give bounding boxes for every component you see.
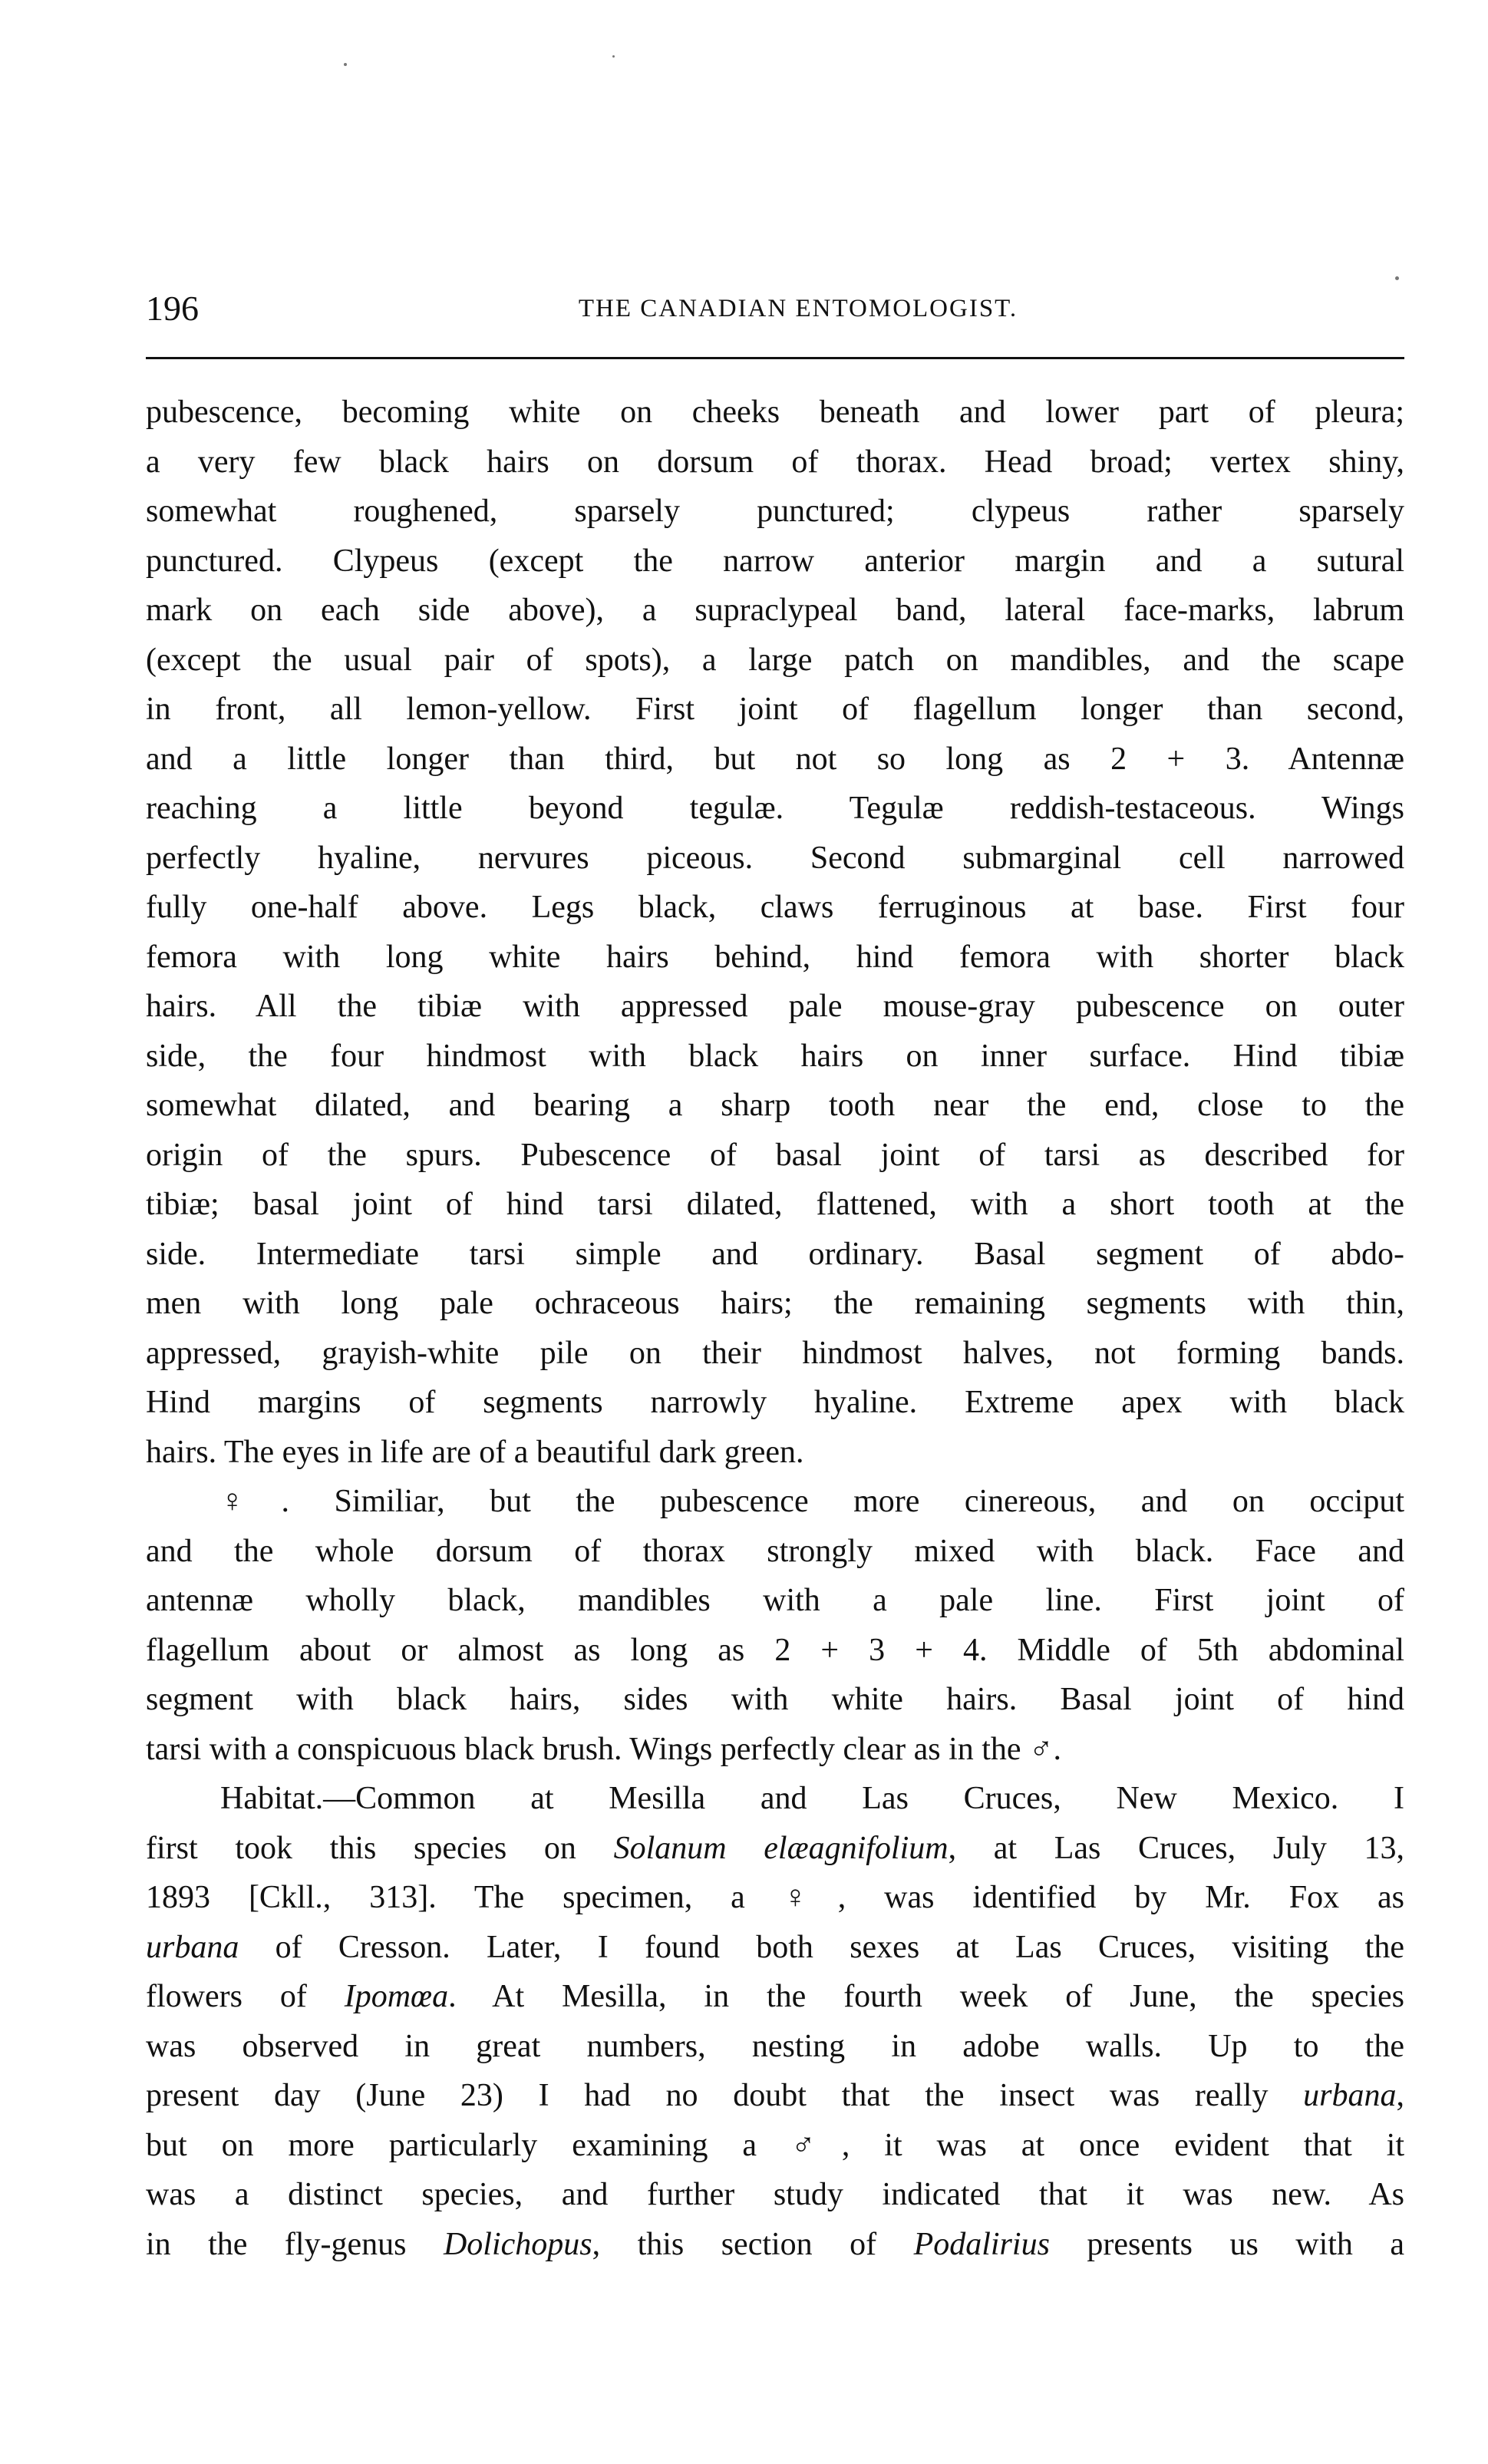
text-line: flagellum about or almost as long as 2 + 3 + 4. Middle of 5th abdominal: [146, 1632, 1404, 1668]
text-line: hairs. The eyes in life are of a beautiful dark green.: [146, 1434, 804, 1470]
text-line: antennæ wholly black, mandibles with a pale line. First joint of: [146, 1583, 1404, 1618]
text-line: reaching a little beyond tegulæ. Tegulæ reddish-testaceous. Wings: [146, 791, 1404, 826]
paragraph-male-description: [146, 388, 1404, 1477]
header-rule: [146, 357, 1404, 359]
text-line: [146, 1824, 1404, 1874]
text-line: femora with long white hairs behind, hind femora with shorter black: [146, 939, 1404, 975]
text-line: was a distinct species, and further study indicated that it was new. As: [146, 2177, 1404, 2212]
scan-speck: [1395, 276, 1399, 280]
text-line: appressed, grayish-white pile on their hindmost halves, not forming bands.: [146, 1335, 1404, 1371]
text-run: . At Mesilla, in the fourth week of June, the species: [448, 1979, 1404, 2014]
text-line: ♀. Similiar, but the pubescence more cinereous, and on occiput: [220, 1484, 1404, 1519]
text-line: and a little longer than third, but not so long as 2 + 3. Antennæ: [146, 741, 1404, 777]
text-line: was observed in great numbers, nesting in adobe walls. Up to the: [146, 2028, 1404, 2064]
taxon-name: Dolichopus: [443, 2226, 592, 2262]
text-line: mark on each side above), a supraclypeal band, lateral face-marks, labrum: [146, 593, 1404, 628]
text-line: but on more particularly examining a ♂, it was at once evident that it: [146, 2127, 1404, 2163]
text-line: a very few black hairs on dorsum of thorax. Head broad; vertex shiny,: [146, 444, 1404, 480]
text-line: [146, 2071, 1404, 2121]
paragraph-habitat: [146, 1774, 1404, 2269]
scan-speck: [612, 55, 615, 58]
text-line: tibiæ; basal joint of hind tarsi dilated, flattened, with a short tooth at the: [146, 1187, 1404, 1222]
taxon-name: Solanum elæagnifolium: [613, 1830, 949, 1866]
text-line: hairs. All the tibiæ with appressed pale mouse-gray pubescence on outer: [146, 989, 1404, 1024]
text-run: in the fly-genus: [146, 2226, 444, 2262]
text-line: somewhat dilated, and bearing a sharp tooth near the end, close to the: [146, 1088, 1404, 1123]
taxon-name: urbana: [146, 1929, 239, 1965]
text-line: origin of the spurs. Pubescence of basal joint of tarsi as described for: [146, 1137, 1404, 1173]
text-line: tarsi with a conspicuous black brush. Wings perfectly clear as in the ♂.: [146, 1731, 1062, 1767]
running-head: THE CANADIAN ENTOMOLOGIST.: [578, 295, 1018, 322]
text-run: presents us with a: [1049, 2226, 1405, 2262]
page-number: 196: [146, 289, 199, 328]
text-run: first took this species on: [146, 1830, 614, 1866]
text-run: , at Las Cruces, July 13,: [948, 1830, 1404, 1866]
text-line: Hind margins of segments narrowly hyaline. Extreme apex with black: [146, 1385, 1404, 1420]
text-line: [146, 1923, 1404, 1973]
taxon-name: urbana: [1303, 2078, 1397, 2113]
page-header: [146, 286, 1404, 332]
taxon-name: Podalirius: [913, 2226, 1050, 2262]
body-text: [146, 388, 1404, 2269]
text-run: present day (June 23) I had no doubt that the insect was really: [146, 2078, 1304, 2113]
paragraph-female-description: [146, 1477, 1404, 1774]
text-line: Habitat.—Common at Mesilla and Las Cruces, New Mexico. I: [220, 1781, 1404, 1816]
text-line: perfectly hyaline, nervures piceous. Second submarginal cell narrowed: [146, 840, 1404, 876]
scan-speck: [344, 63, 347, 66]
text-line: (except the usual pair of spots), a large patch on mandibles, and the scape: [146, 642, 1404, 678]
text-line: men with long pale ochraceous hairs; the remaining segments with thin,: [146, 1286, 1404, 1321]
text-line: fully one-half above. Legs black, claws ferruginous at base. First four: [146, 890, 1404, 925]
text-line: side, the four hindmost with black hairs on inner surface. Hind tibiæ: [146, 1038, 1404, 1074]
taxon-name: Ipomœa: [344, 1979, 449, 2014]
text-line: side. Intermediate tarsi simple and ordinary. Basal segment of abdo-: [146, 1236, 1404, 1272]
text-run: , this section of: [592, 2226, 914, 2262]
text-line: [146, 1972, 1404, 2022]
text-run: ,: [1396, 2078, 1404, 2113]
text-line: punctured. Clypeus (except the narrow anterior margin and a sutural: [146, 543, 1404, 579]
text-line: in front, all lemon-yellow. First joint of flagellum longer than second,: [146, 692, 1404, 727]
text-line: somewhat roughened, sparsely punctured; clypeus rather sparsely: [146, 494, 1404, 529]
text-line: segment with black hairs, sides with white hairs. Basal joint of hind: [146, 1682, 1404, 1717]
text-run: flowers of: [146, 1979, 345, 2014]
text-run: of Cresson. Later, I found both sexes at Las Cruces, visiting the: [239, 1929, 1404, 1965]
text-line: 1893 [Ckll., 313]. The specimen, a ♀, was identified by Mr. Fox as: [146, 1880, 1404, 1915]
text-line: pubescence, becoming white on cheeks beneath and lower part of pleura;: [146, 395, 1404, 430]
text-line: [146, 2220, 1404, 2270]
text-line: and the whole dorsum of thorax strongly mixed with black. Face and: [146, 1533, 1404, 1569]
